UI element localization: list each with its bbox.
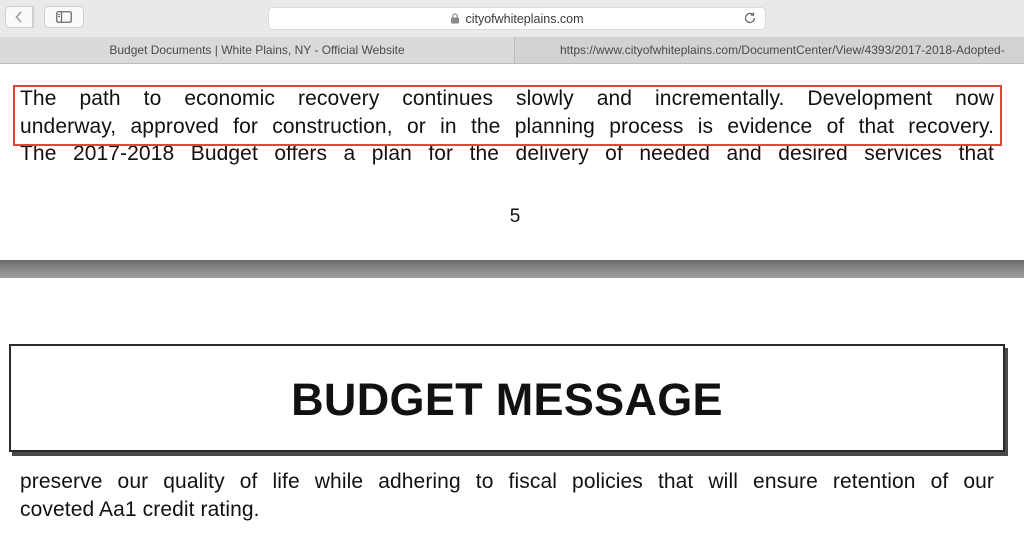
tab-title: Budget Documents | White Plains, NY - Official Website: [109, 43, 405, 57]
address-bar[interactable]: [268, 7, 766, 30]
pdf-viewer[interactable]: [0, 64, 1024, 537]
paragraph-line: The 2017-2018 Budget offers a plan for the delivery of needed and desired services that: [20, 142, 994, 165]
reload-icon[interactable]: [743, 11, 757, 25]
browser-toolbar: [0, 0, 1024, 37]
tab-budget-documents[interactable]: [0, 37, 515, 63]
paragraph-line: underway, approved for construction, or in the planning process is evidence of that recovery.: [20, 115, 994, 138]
forward-button[interactable]: [7, 6, 33, 28]
section-title: BUDGET MESSAGE: [291, 374, 723, 425]
url-text: cityofwhiteplains.com: [465, 11, 584, 26]
paragraph-line: coveted Aa1 credit rating.: [20, 498, 260, 521]
paragraph-line: The path to economic recovery continues slowly and incrementally. Development now: [20, 87, 994, 110]
sidebar-icon: [56, 11, 72, 23]
paragraph-line: preserve our quality of life while adhering to fiscal policies that will ensure retention of our: [20, 470, 994, 493]
lock-icon: [450, 13, 460, 24]
tab-title: https://www.cityofwhiteplains.com/DocumentCenter/View/4393/2017-2018-Adopted-: [560, 43, 1005, 57]
page-separator: [0, 260, 1024, 278]
highlight-box: [13, 85, 1002, 146]
tab-pdf-document[interactable]: [516, 37, 1024, 63]
section-title-box: [9, 344, 1005, 452]
page-number: 5: [509, 206, 521, 227]
sidebar-toggle-button[interactable]: [44, 6, 84, 28]
tab-bar: [0, 37, 1024, 64]
nav-divider: [33, 6, 34, 28]
